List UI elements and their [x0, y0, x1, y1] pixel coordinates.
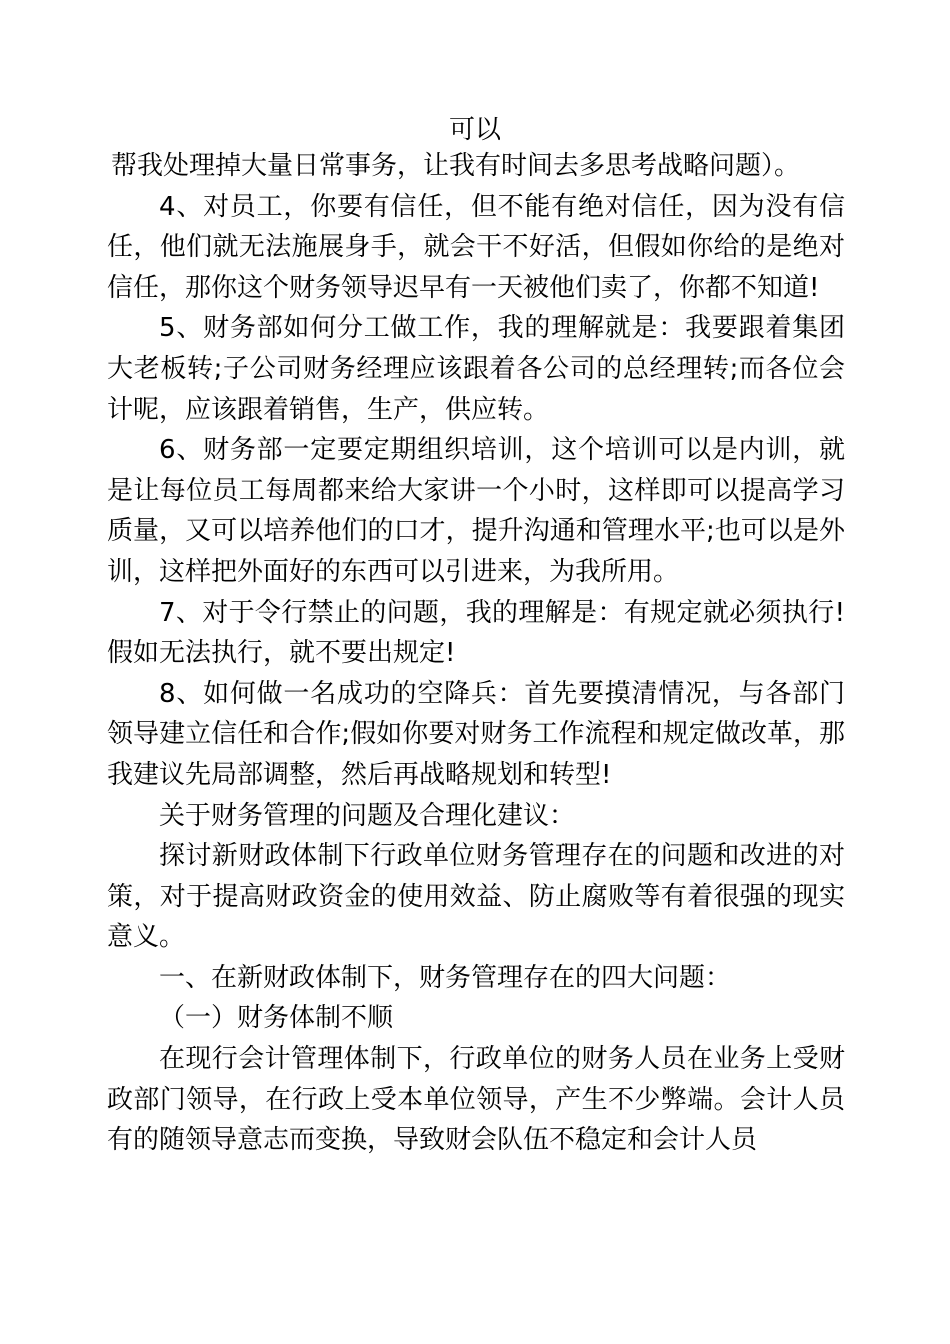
page-header: 可以 — [448, 115, 501, 145]
paragraph-item-6: 6、财务部一定要定期组织培训，这个培训可以是内训，就是让每位员工每周都来给大家讲一个小时，这样即可以提高学习质量，又可以培养他们的口才，提升沟通和管理水平;也可以是外训，这样把外面好的东西可以引进来，为我所用。 — [107, 435, 845, 587]
section-heading-one: 一、在新财政体制下，财务管理存在的四大问题： — [159, 962, 732, 993]
paragraph-item-4: 4、对员工，你要有信任，但不能有绝对信任，因为没有信任，他们就无法施展身手，就会干不好活，但假如你给的是绝对信任，那你这个财务领导迟早有一天被他们卖了，你都不知道! — [107, 191, 845, 303]
paragraph-item-7: 7、对于令行禁止的问题，我的理解是：有规定就必须执行!假如无法执行，就不要出规定! — [107, 597, 845, 669]
paragraph-item-8: 8、如何做一名成功的空降兵：首先要摸清情况，与各部门领导建立信任和合作;假如你要对财务工作流程和规定做改革，那我建议先局部调整，然后再战略规划和转型! — [107, 678, 845, 790]
paragraph-intro: 探讨新财政体制下行政单位财务管理存在的问题和改进的对策，对于提高财政资金的使用效益、防止腐败等有着很强的现实意义。 — [107, 841, 845, 953]
document-body — [107, 146, 845, 1161]
subsection-heading-one: （一）财务体制不顺 — [159, 1003, 394, 1034]
paragraph-continuation: 帮我处理掉大量日常事务，让我有时间去多思考战略问题）。 — [111, 151, 801, 181]
paragraph-subsection-one: 在现行会计管理体制下，行政单位的财务人员在业务上受财政部门领导，在行政上受本单位领导，产生不少弊端。会计人员有的随领导意志而变换，导致财会队伍不稳定和会计人员 — [107, 1044, 845, 1156]
paragraph-item-5: 5、财务部如何分工做工作，我的理解就是：我要跟着集团大老板转;子公司财务经理应该跟着各公司的总经理转;而各位会计呢，应该跟着销售，生产，供应转。 — [107, 313, 845, 425]
section-intro-heading: 关于财务管理的问题及合理化建议： — [159, 800, 576, 831]
